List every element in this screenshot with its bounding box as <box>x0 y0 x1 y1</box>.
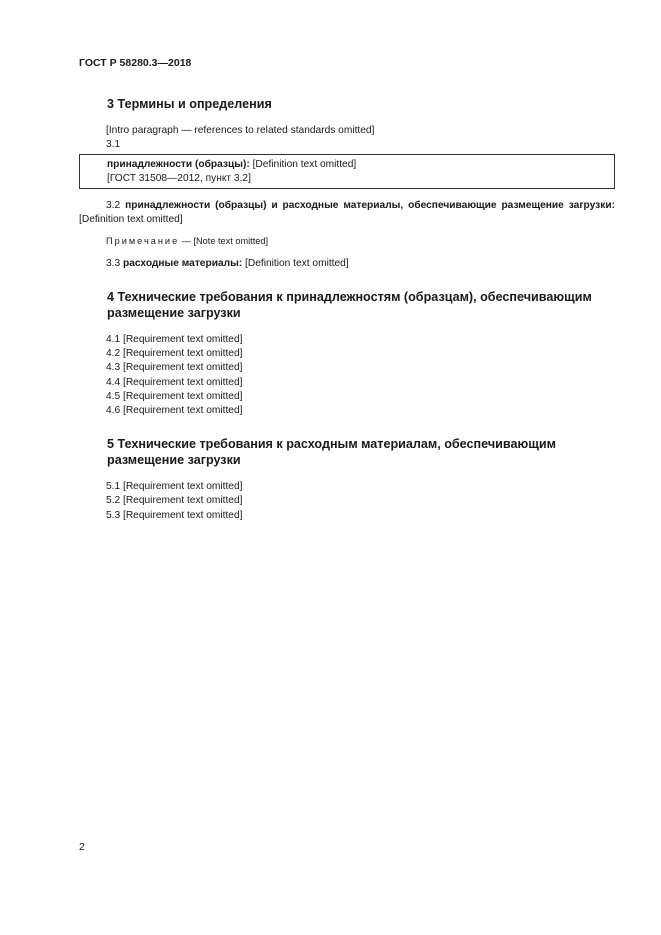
term-3-3-name: расходные материалы: <box>123 257 243 269</box>
note-text: — [Note text omitted] <box>181 236 269 247</box>
section-5-heading: 5 Технические требования к расходным материалам, обеспечивающим размещение загрузки <box>107 437 556 468</box>
para-4-5: 4.5 [Requirement text omitted] <box>106 390 243 402</box>
term-3-2-name: принадлежности (образцы) и расходные материалы, обеспечивающие размещение загрузки: <box>125 200 615 212</box>
term-3-2-definition: [Definition text omitted] <box>79 214 183 226</box>
para-4-2: 4.2 [Requirement text omitted] <box>106 348 243 360</box>
section-3-intro: [Intro paragraph — references to related standards omitted] <box>106 125 375 137</box>
item-3-1-number: 3.1 <box>106 139 121 151</box>
term-3-3 <box>79 257 615 271</box>
term-3-1-reference: [ГОСТ 31508—2012, пункт 3.2] <box>107 172 251 184</box>
document-page <box>79 56 615 523</box>
para-5-1: 5.1 [Requirement text omitted] <box>106 481 243 493</box>
note-block <box>79 235 615 248</box>
term-3-1-name: принадлежности (образцы): <box>107 158 250 170</box>
term-3-3-definition: [Definition text omitted] <box>245 257 349 269</box>
term-3-3-number: 3.3 <box>106 257 121 269</box>
page-number: 2 <box>79 841 85 853</box>
term-3-2 <box>79 199 615 227</box>
term-3-1 <box>85 158 609 172</box>
term-3-1-definition: [Definition text omitted] <box>252 158 357 170</box>
section-3-heading: 3 Термины и определения <box>107 97 272 112</box>
para-5-3: 5.3 [Requirement text omitted] <box>106 509 243 521</box>
para-4-4: 4.4 [Requirement text omitted] <box>106 376 243 388</box>
term-definition-box <box>79 154 615 189</box>
document-id: ГОСТ Р 58280.3—2018 <box>79 57 192 69</box>
section-4-heading: 4 Технические требования к принадлежностям (образцам), обеспечивающим размещение загрузки <box>107 290 592 321</box>
para-4-3: 4.3 [Requirement text omitted] <box>106 362 243 374</box>
para-5-2: 5.2 [Requirement text omitted] <box>106 495 243 507</box>
note-label: Примечание <box>106 236 180 247</box>
term-3-2-number: 3.2 <box>106 200 121 212</box>
para-4-6: 4.6 [Requirement text omitted] <box>106 405 243 417</box>
para-4-1: 4.1 [Requirement text omitted] <box>106 334 243 346</box>
